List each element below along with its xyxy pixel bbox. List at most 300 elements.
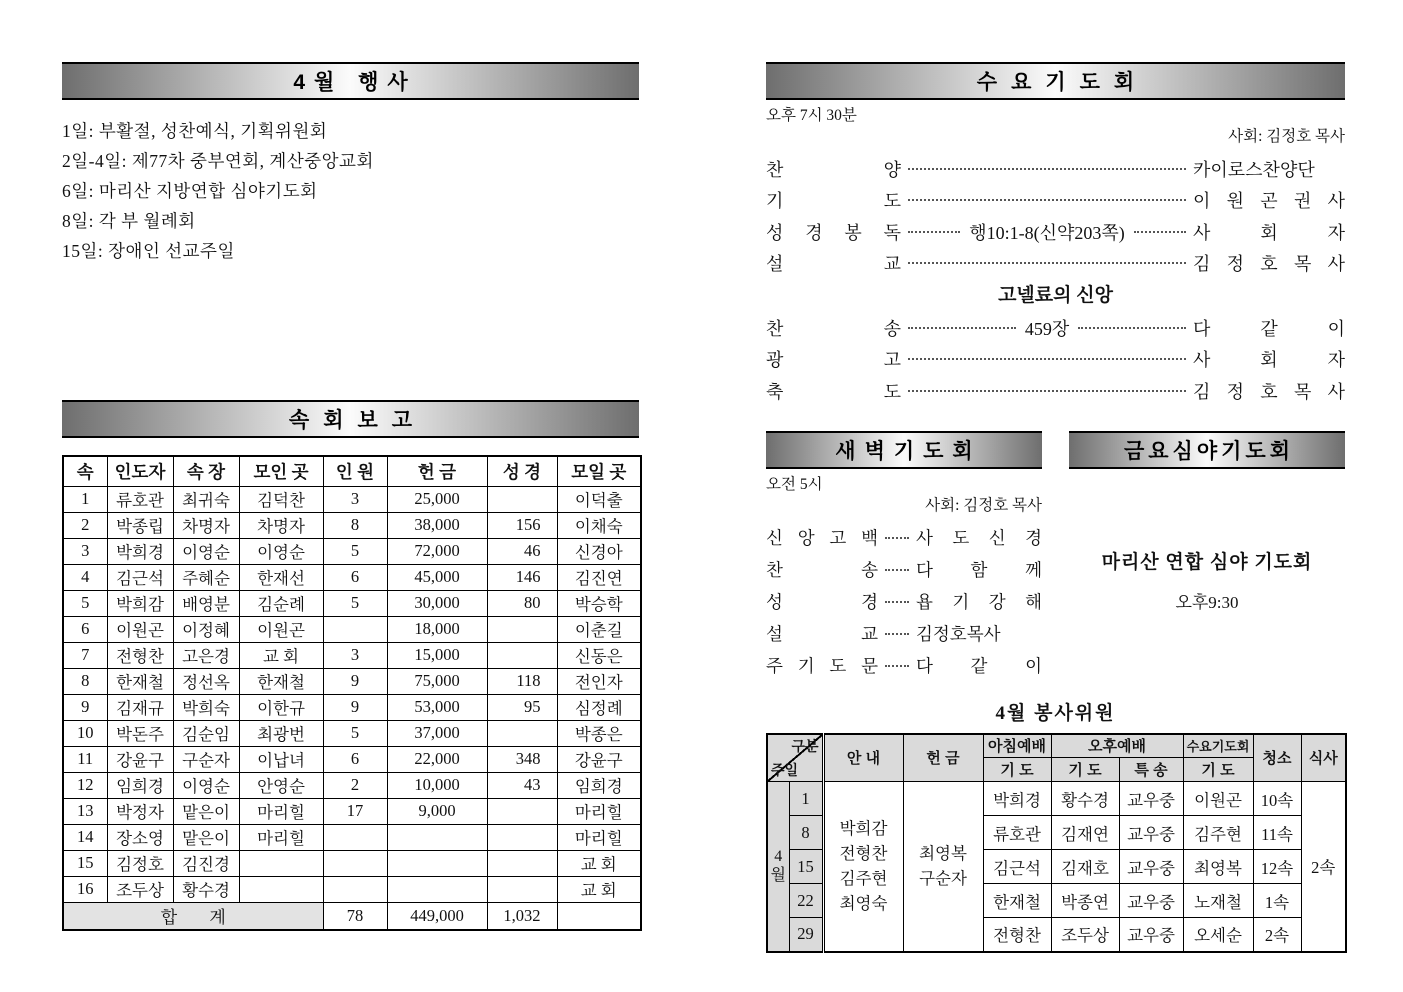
sokhoe-table	[62, 455, 642, 931]
table-cell: 한재철	[107, 668, 173, 694]
column-header: 속	[63, 456, 107, 486]
header-cleaning: 청소	[1253, 734, 1301, 782]
bongsa-table-title: 4월 봉사위원	[995, 702, 1116, 724]
section-title: 수요기도회	[976, 71, 1149, 94]
cleaning-cell: 11속	[1253, 816, 1301, 850]
table-cell	[487, 642, 557, 668]
table-cell: 이정혜	[173, 616, 239, 642]
table-cell: 최귀숙	[173, 486, 239, 512]
table-cell: 황수경	[173, 876, 239, 902]
table-cell	[323, 824, 387, 850]
total-label: 합 계	[63, 902, 323, 930]
friday-prayer-column	[1069, 431, 1345, 682]
table-cell: 118	[487, 668, 557, 694]
table-cell: 16	[63, 876, 107, 902]
table-cell: 43	[487, 772, 557, 798]
table-cell	[487, 798, 557, 824]
table-cell: 맡은이	[173, 798, 239, 824]
program-value: 카이로스찬양단	[1193, 159, 1315, 180]
table-row	[63, 798, 641, 824]
diagonal-label-top: 구분	[791, 737, 819, 754]
section-header-wednesday-prayer	[766, 62, 1345, 100]
header-meal: 식사	[1301, 734, 1346, 782]
table-cell	[487, 486, 557, 512]
header-morning-gido: 기 도	[983, 758, 1051, 782]
morning-gido-cell: 류호관	[983, 816, 1051, 850]
table-cell: 5	[63, 590, 107, 616]
teuksong-cell: 교우중	[1119, 850, 1183, 884]
wednesday-gido-cell: 이원곤	[1183, 782, 1253, 816]
table-cell: 안영순	[239, 772, 323, 798]
table-cell: 2	[323, 772, 387, 798]
wednesday-gido-cell: 최영복	[1183, 850, 1253, 884]
program-value: 사 회 자	[1193, 222, 1346, 243]
program-line	[766, 650, 1042, 682]
table-cell: 72,000	[387, 538, 487, 564]
table-cell: 박희경	[107, 538, 173, 564]
program-label: 축 도	[766, 381, 901, 402]
table-cell: 한재철	[239, 668, 323, 694]
header-hyungum: 헌 금	[903, 734, 983, 782]
program-line	[766, 185, 1345, 217]
table-cell	[387, 850, 487, 876]
dawn-prayer-column	[766, 431, 1042, 682]
table-cell: 8	[323, 512, 387, 538]
cleaning-cell: 1속	[1253, 884, 1301, 918]
table-cell: 9,000	[387, 798, 487, 824]
table-cell: 임희경	[557, 772, 641, 798]
hyungum-name: 최영복	[919, 844, 967, 864]
table-cell: 정선옥	[173, 668, 239, 694]
table-cell: 김순례	[239, 590, 323, 616]
diagonal-label-bottom: 주일	[771, 762, 799, 778]
morning-gido-cell: 한재철	[983, 884, 1051, 918]
bongsa-table-header	[767, 734, 1346, 782]
month-cell	[767, 782, 789, 952]
sub-columns	[766, 431, 1345, 682]
table-cell: 5	[323, 590, 387, 616]
hyungum-name: 구순자	[919, 869, 967, 889]
table-cell: 156	[487, 512, 557, 538]
afternoon-gido-cell: 황수경	[1051, 782, 1119, 816]
wednesday-gido-cell: 오세순	[1183, 918, 1253, 952]
meal-cell: 2속	[1301, 782, 1346, 952]
program-line	[766, 248, 1345, 280]
table-row	[63, 538, 641, 564]
table-cell: 75,000	[387, 668, 487, 694]
cleaning-cell: 10속	[1253, 782, 1301, 816]
date-cell: 22	[789, 884, 823, 918]
table-cell: 9	[323, 668, 387, 694]
table-cell: 김순임	[173, 720, 239, 746]
annae-name: 박희감	[839, 819, 888, 839]
table-cell: 강윤구	[557, 746, 641, 772]
program-value: 다 같 이	[916, 656, 1042, 676]
table-cell: 신동은	[557, 642, 641, 668]
program-value: 사 회 자	[1193, 350, 1345, 371]
table-cell: 마리힐	[239, 798, 323, 824]
wednesday-time: 오후 7시 30분	[766, 107, 857, 124]
program-line	[766, 618, 1042, 650]
column-header: 헌 금	[387, 456, 487, 486]
annae-name: 전형찬	[839, 844, 888, 864]
total-bible: 1,032	[487, 902, 557, 930]
table-cell: 8	[63, 668, 107, 694]
program-value: 다 같 이	[1193, 318, 1346, 339]
program-label: 설 교	[766, 254, 901, 275]
program-line	[766, 375, 1345, 407]
table-cell: 이원곤	[107, 616, 173, 642]
table-cell: 박돈주	[107, 720, 173, 746]
header-afternoon-service: 오후예배	[1051, 734, 1183, 758]
table-cell: 5	[323, 720, 387, 746]
table-cell: 박종립	[107, 512, 173, 538]
dotted-leader	[885, 601, 909, 603]
event-item: 2일-4일: 제77차 중부연회, 계산중앙교회	[62, 151, 374, 171]
dotted-leader	[1134, 231, 1186, 233]
annae-cell	[823, 782, 903, 952]
date-cell: 15	[789, 850, 823, 884]
section-title: 새벽기도회	[835, 439, 982, 463]
dotted-leader	[885, 569, 909, 571]
table-cell: 5	[323, 538, 387, 564]
morning-gido-cell: 박희경	[983, 782, 1051, 816]
table-cell: 조두상	[107, 876, 173, 902]
table-cell: 45,000	[387, 564, 487, 590]
table-cell: 13	[63, 798, 107, 824]
table-cell: 류호관	[107, 486, 173, 512]
section-header-friday-prayer	[1069, 431, 1345, 469]
table-cell: 박종은	[557, 720, 641, 746]
cleaning-cell: 2속	[1253, 918, 1301, 952]
afternoon-gido-cell: 박종연	[1051, 884, 1119, 918]
table-cell: 7	[63, 642, 107, 668]
annae-name: 김주현	[839, 869, 888, 889]
month-char: 월	[770, 867, 786, 885]
table-row	[63, 694, 641, 720]
table-cell: 마리힐	[557, 798, 641, 824]
table-cell	[487, 876, 557, 902]
program-label: 찬 송	[766, 560, 878, 580]
header-teuksong: 특 송	[1119, 758, 1183, 782]
cleaning-cell: 12속	[1253, 850, 1301, 884]
table-cell: 14	[63, 824, 107, 850]
table-cell: 김덕찬	[239, 486, 323, 512]
event-item: 8일: 각 부 월례회	[62, 211, 196, 231]
column-header: 모인 곳	[239, 456, 323, 486]
program-label: 기 도	[766, 191, 901, 212]
table-cell: 한재선	[239, 564, 323, 590]
table-cell: 12	[63, 772, 107, 798]
program-value: 욥 기 강 해	[916, 592, 1042, 612]
table-cell: 4	[63, 564, 107, 590]
table-cell: 3	[323, 486, 387, 512]
table-cell: 신경아	[557, 538, 641, 564]
header-annae: 안 내	[823, 734, 903, 782]
program-line	[766, 344, 1345, 376]
total-place	[557, 902, 641, 930]
dotted-leader	[908, 358, 1186, 360]
table-cell: 18,000	[387, 616, 487, 642]
program-label: 찬 양	[766, 159, 901, 180]
program-value: 사 도 신 경	[916, 528, 1042, 548]
program-value: 다 함 께	[916, 560, 1042, 580]
total-row	[63, 902, 641, 930]
section-title: 4월 행사	[293, 71, 417, 94]
table-cell: 전형찬	[107, 642, 173, 668]
table-cell	[487, 824, 557, 850]
table-row	[63, 564, 641, 590]
program-label: 주 기 도 문	[766, 656, 878, 676]
table-cell	[487, 720, 557, 746]
program-label: 찬 송	[766, 318, 901, 339]
table-row	[63, 824, 641, 850]
program-value: 이 원 곤 권 사	[1193, 191, 1345, 212]
dotted-leader	[885, 633, 909, 635]
teuksong-cell: 교우중	[1119, 782, 1183, 816]
teuksong-cell: 교우중	[1119, 884, 1183, 918]
table-cell: 6	[63, 616, 107, 642]
section-header-class-report	[62, 400, 639, 438]
table-cell: 이납녀	[239, 746, 323, 772]
table-cell: 박정자	[107, 798, 173, 824]
sokhoe-table-header	[63, 456, 641, 486]
afternoon-gido-cell: 김재연	[1051, 816, 1119, 850]
table-cell: 고은경	[173, 642, 239, 668]
dotted-leader	[1078, 327, 1186, 329]
table-cell: 15	[63, 850, 107, 876]
table-cell: 이영순	[239, 538, 323, 564]
table-cell: 교 회	[239, 642, 323, 668]
program-line	[766, 522, 1042, 554]
total-offering: 449,000	[387, 902, 487, 930]
program-line	[766, 554, 1042, 586]
column-header: 인 원	[323, 456, 387, 486]
table-cell: 17	[323, 798, 387, 824]
table-cell: 구순자	[173, 746, 239, 772]
bongsa-table	[766, 733, 1347, 953]
left-column	[62, 62, 639, 931]
table-cell: 박희감	[107, 590, 173, 616]
table-cell: 마리힐	[239, 824, 323, 850]
dotted-leader	[885, 537, 909, 539]
table-cell: 임희경	[107, 772, 173, 798]
table-cell: 강윤구	[107, 746, 173, 772]
column-header: 성 경	[487, 456, 557, 486]
friday-event-time: 오후9:30	[1175, 592, 1239, 612]
table-cell: 1	[63, 486, 107, 512]
table-cell	[323, 850, 387, 876]
section-header-april-events	[62, 62, 639, 100]
table-cell: 30,000	[387, 590, 487, 616]
wednesday-program	[766, 153, 1345, 407]
sermon-title: 고넬료의 신앙	[998, 285, 1113, 306]
table-cell: 교 회	[557, 876, 641, 902]
table-cell: 김재규	[107, 694, 173, 720]
table-cell: 맡은이	[173, 824, 239, 850]
table-row	[63, 512, 641, 538]
table-cell	[487, 850, 557, 876]
table-cell: 9	[63, 694, 107, 720]
table-row	[63, 486, 641, 512]
table-cell: 심정례	[557, 694, 641, 720]
table-cell	[387, 824, 487, 850]
dawn-program	[766, 522, 1042, 682]
program-line	[766, 312, 1345, 344]
table-cell: 최광번	[239, 720, 323, 746]
afternoon-gido-cell: 김재호	[1051, 850, 1119, 884]
afternoon-gido-cell: 조두상	[1051, 918, 1119, 952]
table-cell: 전인자	[557, 668, 641, 694]
table-cell: 김정호	[107, 850, 173, 876]
event-item: 1일: 부활절, 성찬예식, 기획위원회	[62, 121, 328, 141]
dotted-leader	[908, 199, 1186, 201]
bongsa-table-body	[767, 782, 1346, 952]
table-row	[63, 876, 641, 902]
table-cell: 주혜순	[173, 564, 239, 590]
table-cell: 김진연	[557, 564, 641, 590]
column-header: 모일 곳	[557, 456, 641, 486]
friday-body	[1069, 547, 1345, 613]
table-cell: 6	[323, 746, 387, 772]
dotted-leader	[908, 327, 1016, 329]
dotted-leader	[885, 665, 909, 667]
table-cell: 박승학	[557, 590, 641, 616]
table-cell: 배영분	[173, 590, 239, 616]
program-mid-value: 459장	[1024, 318, 1070, 339]
table-cell	[239, 850, 323, 876]
table-cell: 53,000	[387, 694, 487, 720]
event-item: 6일: 마리산 지방연합 심야기도회	[62, 181, 318, 201]
friday-event-name: 마리산 연합 심야 기도회	[1101, 551, 1313, 573]
date-cell: 29	[789, 918, 823, 952]
table-cell: 10,000	[387, 772, 487, 798]
table-cell: 10	[63, 720, 107, 746]
table-cell: 이춘길	[557, 616, 641, 642]
table-cell: 348	[487, 746, 557, 772]
diagonal-header-cell	[767, 734, 823, 782]
annae-name: 최영숙	[839, 894, 888, 914]
table-cell: 교 회	[557, 850, 641, 876]
program-line	[766, 153, 1345, 185]
morning-gido-cell: 전형찬	[983, 918, 1051, 952]
table-row	[63, 668, 641, 694]
section-header-dawn-prayer	[766, 431, 1042, 469]
wednesday-moderator: 사회: 김정호 목사	[1228, 128, 1345, 145]
table-cell: 이한규	[239, 694, 323, 720]
table-cell: 이영순	[173, 772, 239, 798]
table-row	[63, 616, 641, 642]
table-cell: 6	[323, 564, 387, 590]
table-cell: 9	[323, 694, 387, 720]
table-cell: 38,000	[387, 512, 487, 538]
right-column	[766, 62, 1345, 953]
table-cell: 김진경	[173, 850, 239, 876]
program-label: 성 경 봉 독	[766, 222, 901, 243]
table-cell: 3	[323, 642, 387, 668]
morning-gido-cell: 김근석	[983, 850, 1051, 884]
table-cell	[323, 616, 387, 642]
program-label: 광 고	[766, 350, 901, 371]
table-row	[767, 782, 1346, 816]
table-cell: 2	[63, 512, 107, 538]
table-cell	[239, 876, 323, 902]
wednesday-meta	[766, 106, 1345, 126]
wednesday-gido-cell: 노재철	[1183, 884, 1253, 918]
sokhoe-table-body	[63, 486, 641, 930]
header-wednesday-gido: 기 도	[1183, 758, 1253, 782]
table-row	[63, 720, 641, 746]
event-item: 15일: 장애인 선교주일	[62, 241, 235, 261]
table-row	[63, 850, 641, 876]
table-cell: 차명자	[239, 512, 323, 538]
table-cell: 박희숙	[173, 694, 239, 720]
dotted-leader	[908, 262, 1186, 264]
dawn-time: 오전 5시	[766, 475, 823, 493]
table-cell: 이채숙	[557, 512, 641, 538]
table-cell: 김근석	[107, 564, 173, 590]
dotted-leader	[908, 231, 960, 233]
program-value: 김 정 호 목 사	[1193, 381, 1345, 402]
table-cell: 차명자	[173, 512, 239, 538]
program-mid-value: 행10:1-8(신약203쪽)	[969, 222, 1125, 243]
month-char: 4	[774, 848, 783, 866]
table-cell: 이원곤	[239, 616, 323, 642]
table-cell	[487, 616, 557, 642]
table-cell: 장소영	[107, 824, 173, 850]
table-cell: 95	[487, 694, 557, 720]
table-cell	[387, 876, 487, 902]
column-header: 속 장	[173, 456, 239, 486]
program-value: 김정호목사	[916, 624, 1001, 644]
program-label: 신 앙 고 백	[766, 528, 878, 548]
table-cell: 이영순	[173, 538, 239, 564]
column-header: 인도자	[107, 456, 173, 486]
table-cell: 마리힐	[557, 824, 641, 850]
table-cell: 15,000	[387, 642, 487, 668]
total-members: 78	[323, 902, 387, 930]
date-cell: 8	[789, 816, 823, 850]
header-wednesday-service: 수요기도회	[1183, 734, 1253, 758]
header-afternoon-gido: 기 도	[1051, 758, 1119, 782]
program-line	[766, 216, 1345, 248]
section-title: 금요심야기도회	[1123, 439, 1294, 463]
april-event-list	[62, 116, 639, 266]
table-cell: 80	[487, 590, 557, 616]
teuksong-cell: 교우중	[1119, 918, 1183, 952]
table-cell: 이덕출	[557, 486, 641, 512]
wednesday-gido-cell: 김주현	[1183, 816, 1253, 850]
table-cell: 22,000	[387, 746, 487, 772]
program-line	[766, 586, 1042, 618]
table-row	[63, 772, 641, 798]
table-cell: 11	[63, 746, 107, 772]
section-title: 속회보고	[288, 409, 427, 432]
table-cell: 46	[487, 538, 557, 564]
header-morning-service: 아침예배	[983, 734, 1051, 758]
table-cell: 37,000	[387, 720, 487, 746]
program-label: 설 교	[766, 624, 878, 644]
table-row	[63, 746, 641, 772]
table-cell: 3	[63, 538, 107, 564]
table-row	[63, 642, 641, 668]
dawn-moderator: 사회: 김정호 목사	[925, 496, 1042, 514]
table-row	[63, 590, 641, 616]
program-label: 성 경	[766, 592, 878, 612]
dotted-leader	[908, 390, 1186, 392]
table-cell	[323, 876, 387, 902]
table-cell: 146	[487, 564, 557, 590]
